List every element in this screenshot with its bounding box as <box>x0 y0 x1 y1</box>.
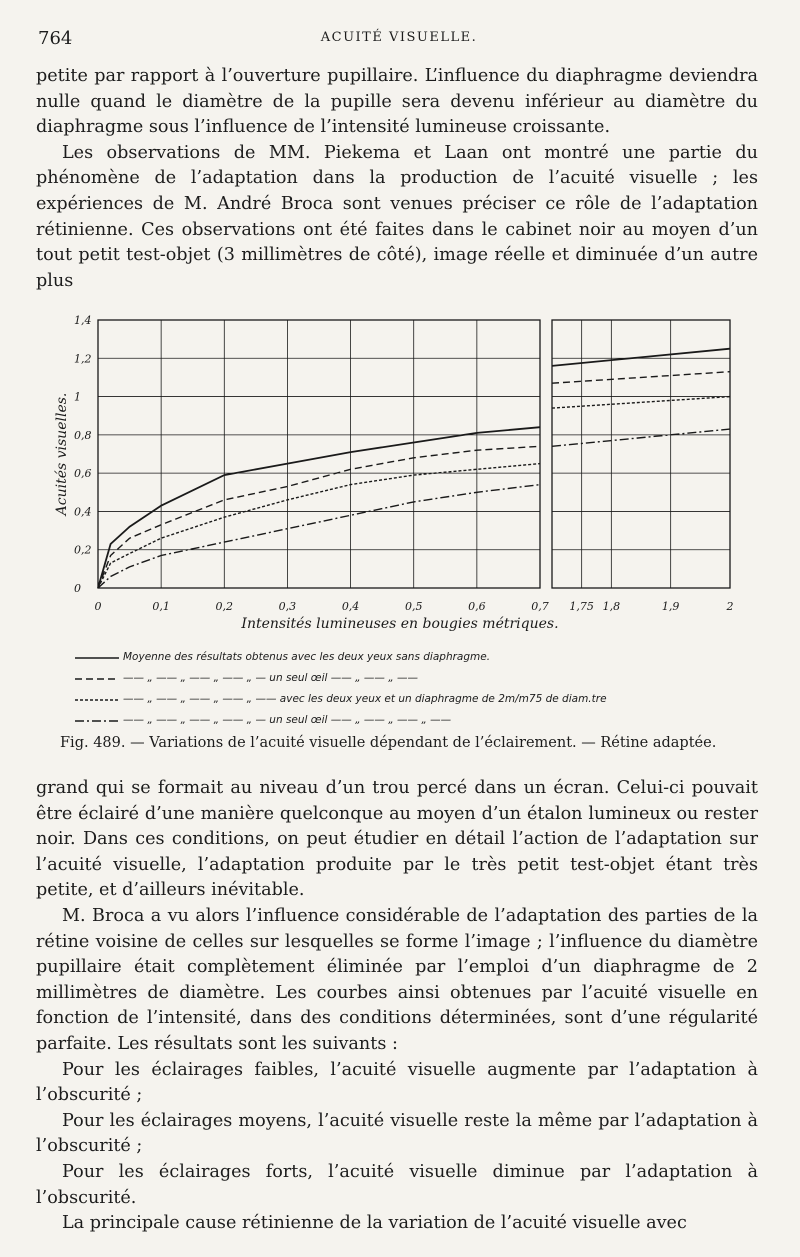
x-tick-label: 0,3 <box>278 600 297 613</box>
series-line-solid <box>98 427 540 588</box>
chart-frame <box>552 320 730 588</box>
series-line-dashed <box>98 446 540 588</box>
legend-label: Moyenne des résultats obtenus avec les deux yeux sans diaphragme. <box>123 651 491 663</box>
y-tick-label: 0,8 <box>74 428 92 442</box>
legend-swatch-solid <box>75 649 119 663</box>
series-line-dotted <box>552 397 730 409</box>
page-header <box>38 28 760 52</box>
series-line-dashdot <box>552 429 730 446</box>
x-tick-label: 0,4 <box>341 600 360 613</box>
acuity-chart <box>40 306 760 646</box>
paragraph: Pour les éclairages forts, l’acuité visuelle diminue par l’adaptation à l’obscurité. <box>36 1161 758 1208</box>
legend-entry <box>75 691 775 712</box>
text-block-top <box>36 64 758 294</box>
x-tick-label: 0 <box>94 600 102 613</box>
paragraph: petite par rapport à l’ouverture pupillaire. L’influence du diaphragme deviendra nulle quand le diamètre de la pupille sera devenu inférieur au diamètre du diaphragme sous l’influence de l’intensité lumineuse croissante. <box>36 66 758 138</box>
series-line-dashed <box>552 372 730 384</box>
legend-entry <box>75 649 775 670</box>
y-tick-label: 0,2 <box>74 543 92 557</box>
legend-swatch-dashed <box>75 670 119 684</box>
chart-legend <box>75 649 775 733</box>
x-axis-label: Intensités lumineuses en bougies métriques. <box>241 616 559 632</box>
legend-label: —— „ —— „ —— „ —— „ — un seul œil —— „ —— „ —— <box>123 672 418 684</box>
series-line-dashdot <box>98 485 540 588</box>
text-block-bottom <box>36 776 758 1237</box>
y-tick-label: 1,4 <box>74 314 92 327</box>
running-title: ACUITÉ VISUELLE. <box>320 30 478 45</box>
x-tick-label: 1,9 <box>661 600 680 613</box>
legend-swatch-dotted <box>75 691 119 705</box>
paragraph: Pour les éclairages moyens, l’acuité visuelle reste la même par l’adaptation à l’obscurité ; <box>36 1110 758 1157</box>
y-tick-label: 0,4 <box>74 505 92 519</box>
paragraph: M. Broca a vu alors l’influence considérable de l’adaptation des parties de la rétine voisine de celles sur lesquelles se forme l’image ; l’influence du diamètre pupillaire était complètement éliminée par l’emploi d’un diaphragme de 2 millimètres de diamètre. Les courbes ainsi obtenues par l’acuité visuelle en fonction de l’intensité, dans des conditions déterminées, sont d’une régularité parfaite. Les résultats sont les suivants : <box>36 905 758 1054</box>
x-tick-label: 0,1 <box>152 600 170 613</box>
paragraph: La principale cause rétinienne de la variation de l’acuité visuelle avec <box>62 1213 687 1234</box>
legend-label: —— „ —— „ —— „ —— „ — un seul œil —— „ —— „ —— „ —— <box>123 714 452 726</box>
legend-entry <box>75 670 775 691</box>
chart-frame <box>98 320 540 588</box>
x-tick-label: 0,7 <box>531 600 549 613</box>
y-tick-label: 0 <box>74 582 81 595</box>
paragraph: Les observations de MM. Piekema et Laan ont montré une partie du phénomène de l’adaptation dans la production de l’acuité visuelle ; les expériences de M. André Broca sont venues préciser ce rôle de l’adaptation rétinienne. Ces observations ont été faites dans le cabinet noir au moyen d’un tout petit test-objet (3 millimètres de côté), image réelle et diminuée d’un autre plus <box>36 142 758 291</box>
figure-caption: Fig. 489. — Variations de l’acuité visuelle dépendant de l’éclairement. — Rétine adaptée. <box>60 735 717 751</box>
x-tick-label: 2 <box>726 600 734 613</box>
y-tick-label: 1 <box>74 390 81 404</box>
paragraph: grand qui se formait au niveau d’un trou percé dans un écran. Celui-ci pouvait être éclairé d’une manière quelconque au moyen d’un étalon lumineux ou rester noir. Dans ces conditions, on peut étudier en détail l’action de l’adaptation sur l’acuité visuelle, l’adaptation produite par le très petit test-objet étant très petite, et d’ailleurs inévitable. <box>36 778 758 901</box>
series-line-solid <box>552 349 730 366</box>
x-tick-label: 0,2 <box>215 600 234 613</box>
legend-swatch-dashdot <box>75 712 119 726</box>
x-tick-label: 1,8 <box>602 600 621 613</box>
y-tick-label: 0,6 <box>74 467 92 481</box>
y-tick-label: 1,2 <box>74 352 92 366</box>
legend-label: —— „ —— „ —— „ —— „ —— avec les deux yeux et un diaphragme de 2m/m75 de diam.tre <box>123 693 607 705</box>
series-line-dotted <box>98 464 540 588</box>
x-tick-label: 0,5 <box>404 600 423 613</box>
x-tick-label: 1,75 <box>569 600 594 613</box>
y-axis-label: Acuités visuelles. <box>54 392 70 516</box>
paragraph: Pour les éclairages faibles, l’acuité visuelle augmente par l’adaptation à l’obscurité ; <box>36 1059 758 1106</box>
x-tick-label: 0,6 <box>468 600 486 613</box>
page-number: 764 <box>38 28 73 49</box>
legend-entry <box>75 712 775 733</box>
